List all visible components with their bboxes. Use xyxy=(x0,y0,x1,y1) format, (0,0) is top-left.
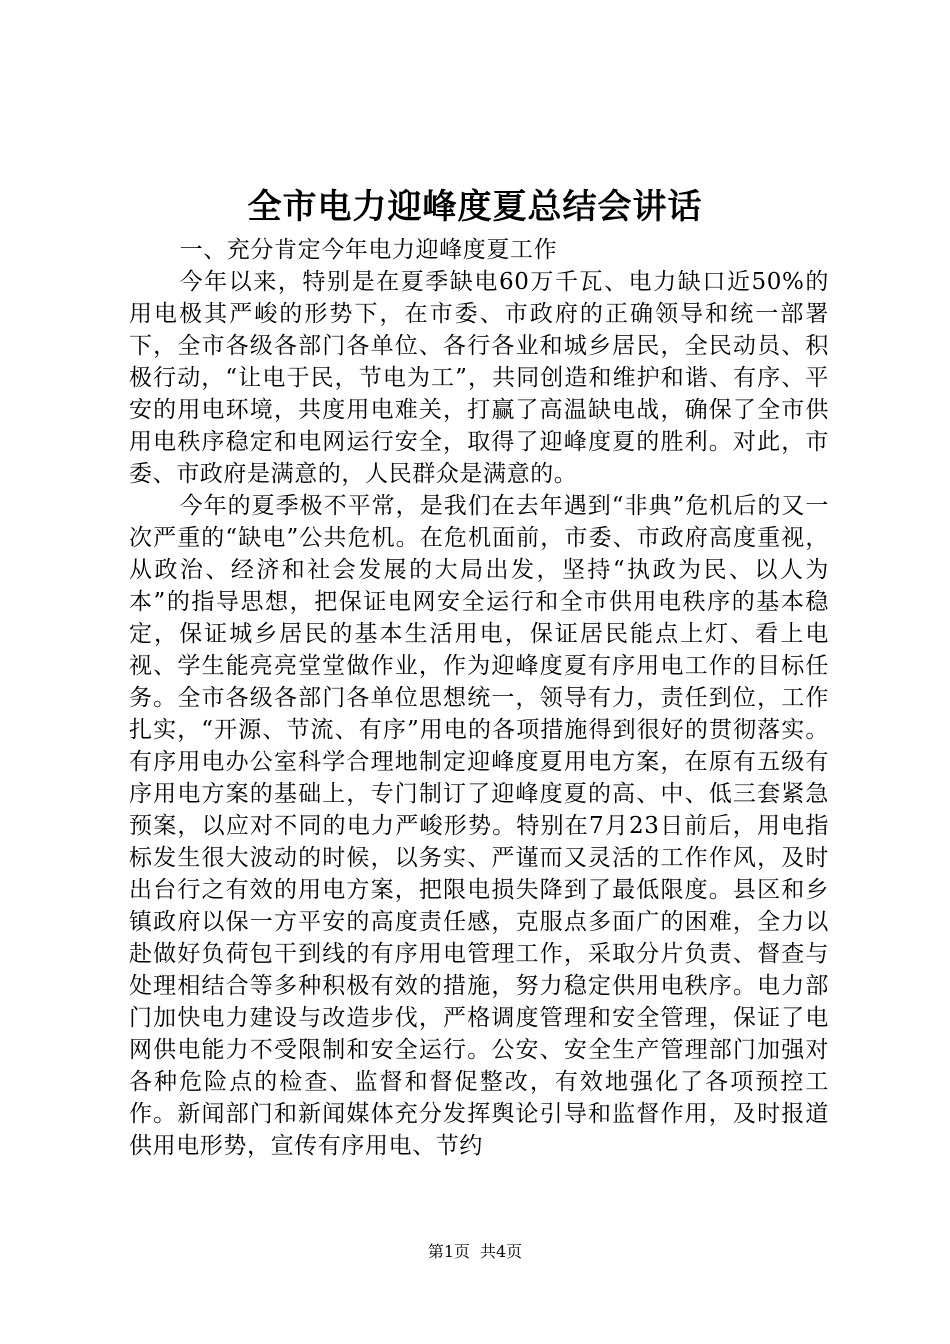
document-body xyxy=(129,234,829,1162)
page-number: 第1页 xyxy=(427,1242,470,1261)
document-title: 全市电力迎峰度夏总结会讲话 xyxy=(247,187,703,227)
body-paragraph: 今年的夏季极不平常，是我们在去年遇到“非典”危机后的又一次严重的“缺电”公共危机。在危机面前，市委、市政府高度重视，从政治、经济和社会发展的大局出发，坚持“执政为民、以人为本”的指导思想，把保证电网安全运行和全市供用电秩序的基本稳定，保证城乡居民的基本生活用电，保证居民能点上灯、看上电视、学生能亮亮堂堂做作业，作为迎峰度夏有序用电工作的目标任务。全市各级各部门各单位思想统一，领导有力，责任到位，工作扎实，“开源、节流、有序”用电的各项措施得到很好的贯彻落实。有序用电办公室科学合理地制定迎峰度夏用电方案，在原有五级有序用电方案的基础上，专门制订了迎峰度夏的高、中、低三套紧急预案，以应对不同的电力严峻形势。特别在7月23日前后，用电指标发生很大波动的时候，以务实、严谨而又灵活的工作作风，及时出台行之有效的用电方案，把限电损失降到了最低限度。县区和乡镇政府以保一方平安的高度责任感，克服点多面广的困难，全力以赴做好负荷包干到线的有序用电管理工作，采取分片负责、督查与处理相结合等多种积极有效的措施，努力稳定供用电秩序。电力部门加快电力建设与改造步伐，严格调度管理和安全管理，保证了电网供电能力不受限制和安全运行。公安、安全生产管理部门加强对各种危险点的检查、监督和督促整改，有效地强化了各项预控工作。新闻部门和新闻媒体充分发挥舆论引导和监督作用，及时报道供用电形势，宣传有序用电、节约 xyxy=(129,493,829,1159)
body-paragraph: 今年以来，特别是在夏季缺电60万千瓦、电力缺口近50%的用电极其严峻的形势下，在市委、市政府的正确领导和统一部署下，全市各级各部门各单位、各行各业和城乡居民，全民动员、积极行动，“让电于民，节电为工”，共同创造和维护和谐、有序、平安的用电环境，共度用电难关，打赢了高温缺电战，确保了全市供用电秩序稳定和电网运行安全，取得了迎峰度夏的胜利。对此，市委、市政府是满意的，人民群众是满意的。 xyxy=(129,269,829,487)
page-total: 共4页 xyxy=(480,1242,523,1261)
page-footer xyxy=(0,1241,950,1263)
section-heading: 一、充分肯定今年电力迎峰度夏工作 xyxy=(179,237,558,263)
